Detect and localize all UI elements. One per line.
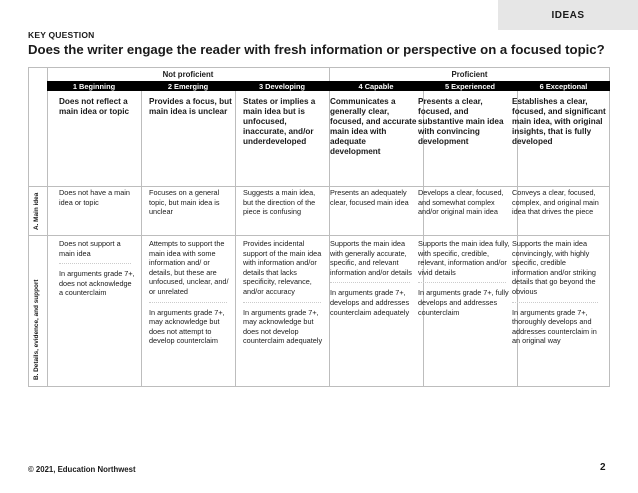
cell-b-2: [149, 239, 233, 346]
descriptor-5: Presents a clear, focused, and substantive main idea with convincing development: [418, 97, 504, 147]
cell-b-6: [512, 239, 604, 346]
cell-b-4: [330, 239, 416, 317]
level-4-label: 4 Capable: [358, 81, 394, 91]
row-label-main-idea: A. Main idea: [33, 192, 40, 230]
cell-b-6-main: Supports the main idea convincingly, with highly specific, credible information and/or striking details that go beyond the obvious: [512, 239, 596, 296]
level-3-label: 3 Developing: [259, 81, 305, 91]
group-proficient: Proficient: [451, 70, 488, 79]
cell-a-6: Conveys a clear, focused, complex, and original main idea that drives the piece: [512, 188, 599, 217]
key-question-label: KEY QUESTION: [28, 30, 95, 40]
level-header-bar: [47, 81, 610, 91]
cell-a-2: Focuses on a general topic, but main idea is unclear: [149, 188, 220, 217]
level-2-label: 2 Emerging: [167, 81, 209, 91]
cell-b-1-main: Does not support a main idea: [59, 239, 121, 258]
cell-b-6-counterclaim: In arguments grade 7+, thoroughly develops and addresses counterclaim in an original way: [512, 307, 597, 346]
cell-b-1-counterclaim: In arguments grade 7+, does not acknowledge a counterclaim: [59, 269, 135, 298]
key-question-text: Does the writer engage the reader with fresh information or perspective on a focused topic?: [28, 42, 605, 57]
group-not-proficient: Not proficient: [162, 70, 214, 79]
cell-b-3-main: Provides incidental support of the main idea with information and/or details that lacks specificity, relevance, and/or accuracy: [243, 239, 322, 296]
descriptor-3: States or implies a main idea but is unfocused, inaccurate, and/or underdeveloped: [243, 97, 316, 147]
cell-b-4-counterclaim: In arguments grade 7+, develops and addresses counterclaim adequately: [330, 288, 410, 317]
row-label-details: B. Details, evidence, and support: [33, 279, 40, 380]
descriptor-4: Communicates a generally clear, focused, and accurate main idea with adequate development: [330, 97, 417, 157]
descriptor-2: Provides a focus, but main idea is unclear: [149, 97, 232, 117]
cell-b-2-main: Attempts to support the main idea with some information and/ or details, but these are unfocused, unclear, and/ or unrelated: [149, 239, 229, 296]
level-6-label: 6 Exceptional: [539, 81, 588, 91]
page-number: 2: [600, 462, 606, 473]
cell-b-2-counterclaim: In arguments grade 7+, may acknowledge but does not attempt to develop counterclaim: [149, 307, 225, 346]
copyright: © 2021, Education Northwest: [28, 465, 136, 474]
cell-a-1: Does not have a main idea or topic: [59, 188, 130, 207]
level-5-label: 5 Experienced: [444, 81, 496, 91]
cell-b-5: [418, 239, 512, 317]
level-1-label: 1 Beginning: [72, 81, 116, 91]
cell-b-5-counterclaim: In arguments grade 7+, fully develops and addresses counterclaim: [418, 288, 509, 317]
cell-b-4-main: Supports the main idea with generally accurate, specific, and relevant information and/or details: [330, 239, 412, 277]
cell-a-4: Presents an adequately clear, focused main idea: [330, 188, 409, 207]
rubric-table: [28, 67, 610, 387]
cell-b-3: [243, 239, 327, 346]
cell-b-3-counterclaim: In arguments grade 7+, may acknowledge but does not develop counterclaim adequately: [243, 307, 323, 346]
cell-a-3: Suggests a main idea, but the direction of the piece is confusing: [243, 188, 316, 217]
descriptor-6: Establishes a clear, focused, and significant main idea, with original insights, that is fully developed: [512, 97, 606, 147]
descriptor-1: Does not reflect a main idea or topic: [59, 97, 130, 117]
cell-a-5: Develops a clear, focused, and somewhat complex and/or original main idea: [418, 188, 504, 217]
section-tab: IDEAS: [498, 0, 638, 30]
cell-b-5-main: Supports the main idea fully, with specific, credible, relevant, information and/or vivid details: [418, 239, 510, 277]
cell-b-1: [59, 239, 137, 298]
